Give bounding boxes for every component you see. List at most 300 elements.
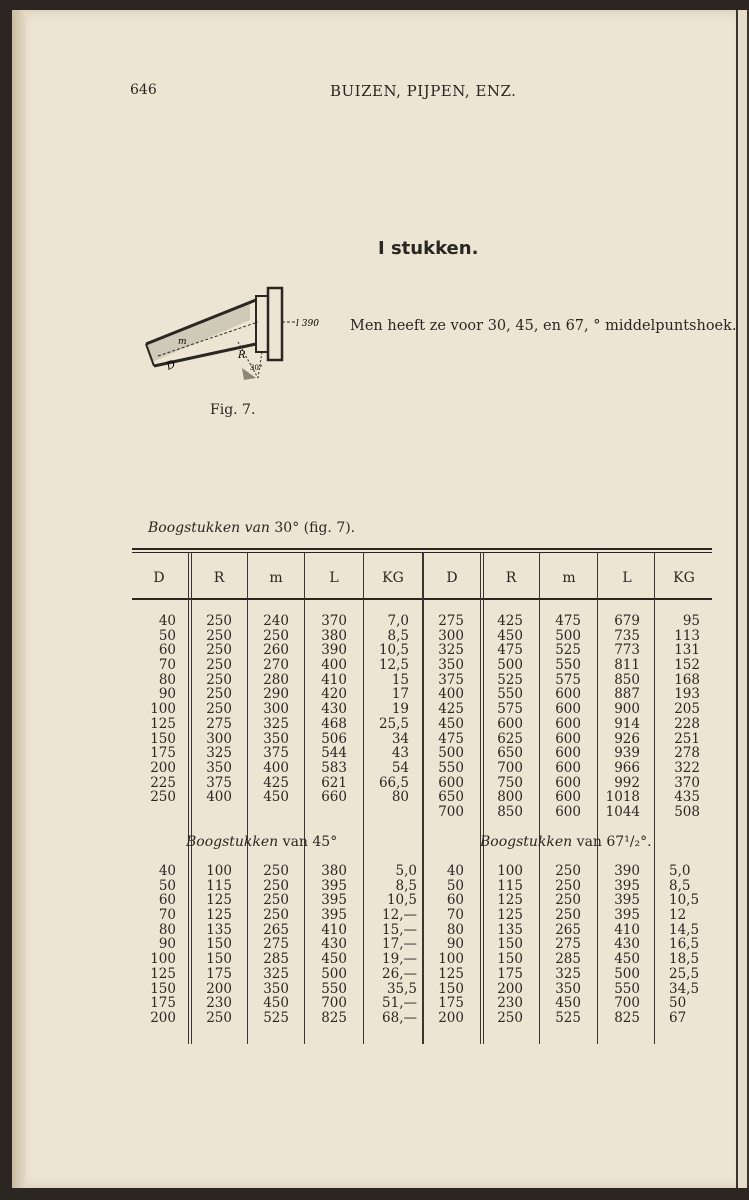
table-caption	[148, 520, 355, 536]
table-cell: 450	[555, 995, 581, 1012]
table-cell: 400	[206, 789, 232, 806]
header-m: m	[269, 570, 283, 586]
table-cell: 251	[674, 730, 700, 747]
table-cell: 12,—	[382, 907, 417, 924]
table-cell: 270	[263, 657, 289, 674]
table-cell: 575	[555, 671, 581, 688]
figure-label: Fig. 7.	[210, 402, 256, 418]
table-cell: 150	[150, 730, 176, 747]
col-block2-left-m	[248, 864, 289, 1026]
table-cell: 60	[158, 892, 176, 909]
table-cell: 70	[158, 907, 176, 924]
col-block1-right-m	[540, 614, 581, 820]
table-cell: 265	[263, 921, 289, 938]
table-cell: 40	[446, 863, 464, 879]
book-spine	[12, 10, 26, 1188]
table-cell: 100	[206, 863, 232, 879]
table-cell: 200	[206, 980, 232, 997]
table-cell: 125	[206, 892, 232, 909]
table-cell: 250	[150, 789, 176, 806]
col-block2-right-l	[598, 864, 640, 1026]
table-cell: 395	[614, 892, 640, 909]
table-cell: 500	[555, 627, 581, 644]
table-cell: 115	[497, 877, 523, 894]
table-cell: 850	[497, 803, 523, 820]
table-cell: 450	[497, 627, 523, 644]
table-cell: 887	[614, 686, 640, 703]
table-cell: 625	[497, 730, 523, 747]
table-cell: 113	[674, 627, 700, 644]
table-cell: 230	[206, 995, 232, 1012]
col-divider	[188, 552, 189, 1044]
table-cell: 100	[150, 701, 176, 718]
table-cell: 600	[497, 715, 523, 732]
table-cell: 150	[150, 980, 176, 997]
table-cell: 5,0	[395, 863, 417, 879]
table-cell: 35,5	[386, 980, 417, 997]
figure-mark-angle: 30°	[250, 364, 263, 372]
table-cell: 325	[263, 965, 289, 982]
table-cell: 679	[614, 613, 640, 629]
table-cell: 15,—	[382, 921, 417, 938]
table-cell: 450	[263, 789, 289, 806]
table-cell: 8,5	[395, 877, 417, 894]
table-cell: 250	[263, 892, 289, 909]
table-cell: 322	[674, 759, 700, 776]
subtable-title-67-rest: van 67¹/₂°.	[576, 834, 652, 850]
table-cell: 410	[321, 671, 347, 688]
table-cell: 370	[321, 613, 347, 629]
table-cell: 135	[497, 921, 523, 938]
header-m-right: m	[562, 570, 576, 586]
table-cell: 506	[321, 730, 347, 747]
table-cell: 152	[674, 657, 700, 674]
table-cell: 250	[206, 1009, 232, 1026]
table-cell: 700	[497, 759, 523, 776]
table-cell: 150	[206, 951, 232, 968]
table-cell: 275	[206, 715, 232, 732]
table-cell: 275	[438, 613, 464, 629]
table-cell: 250	[263, 627, 289, 644]
table-cell: 80	[446, 921, 464, 938]
table-cell: 375	[206, 774, 232, 791]
table-cell: 525	[497, 671, 523, 688]
table-cell: 100	[438, 951, 464, 968]
table-cell: 80	[158, 671, 176, 688]
table-cell: 390	[614, 863, 640, 879]
table-cell: 583	[321, 759, 347, 776]
table-cell: 25,5	[669, 965, 700, 982]
table-cell: 10,5	[669, 892, 700, 909]
table-cell: 350	[555, 980, 581, 997]
col-block1-left-r	[192, 614, 232, 805]
top-rule	[132, 548, 712, 550]
col-block1-right-kg	[655, 614, 700, 820]
table-cell: 966	[614, 759, 640, 776]
table-cell: 70	[158, 657, 176, 674]
table-cell: 450	[614, 951, 640, 968]
table-cell: 115	[206, 877, 232, 894]
table-cell: 525	[263, 1009, 289, 1026]
table-cell: 175	[150, 745, 176, 762]
table-cell: 150	[206, 936, 232, 953]
table-cell: 250	[497, 1009, 523, 1026]
table-cell: 168	[674, 671, 700, 688]
table-cell: 600	[555, 803, 581, 820]
table-cell: 125	[497, 907, 523, 924]
header-r: R	[213, 570, 225, 586]
table-cell: 16,5	[669, 936, 700, 953]
table-cell: 600	[555, 774, 581, 791]
table-cell: 230	[497, 995, 523, 1012]
table-cell: 51,—	[382, 995, 417, 1012]
table-cell: 600	[555, 701, 581, 718]
table-cell: 450	[263, 995, 289, 1012]
col-divider	[480, 552, 481, 1044]
table-cell: 350	[206, 759, 232, 776]
table-cell: 95	[682, 613, 700, 629]
table-cell: 430	[321, 701, 347, 718]
table-cell: 800	[497, 789, 523, 806]
table-cell: 7,0	[387, 613, 409, 629]
table-cell: 300	[263, 701, 289, 718]
caption-italic: Boogstukken van	[148, 520, 270, 536]
table-cell: 600	[555, 789, 581, 806]
table-cell: 250	[206, 642, 232, 659]
table-cell: 575	[497, 701, 523, 718]
table-cell: 375	[263, 745, 289, 762]
table-cell: 475	[497, 642, 523, 659]
table-cell: 468	[321, 715, 347, 732]
table-cell: 380	[321, 863, 347, 879]
table-cell: 395	[614, 877, 640, 894]
figure-mark-m: m	[178, 337, 187, 347]
header-l: L	[329, 570, 339, 586]
table-cell: 450	[321, 951, 347, 968]
table-cell: 525	[555, 642, 581, 659]
table-cell: 54	[391, 759, 409, 776]
col-block1-right-l	[598, 614, 640, 820]
table-cell: 34,5	[669, 980, 700, 997]
table-cell: 50	[669, 995, 687, 1012]
table-cell: 250	[555, 907, 581, 924]
table-cell: 200	[438, 1009, 464, 1026]
table-cell: 285	[555, 951, 581, 968]
table-cell: 25,5	[378, 715, 409, 732]
table-cell: 395	[614, 907, 640, 924]
table-cell: 992	[614, 774, 640, 791]
table-cell: 600	[555, 686, 581, 703]
table-cell: 100	[497, 863, 523, 879]
header-kg: KG	[382, 570, 404, 586]
table-cell: 200	[497, 980, 523, 997]
header-d-right: D	[446, 570, 458, 586]
table-cell: 8,5	[669, 877, 691, 894]
table-cell: 400	[438, 686, 464, 703]
table-cell: 325	[263, 715, 289, 732]
table-cell: 50	[158, 877, 176, 894]
table-cell: 325	[206, 745, 232, 762]
table-cell: 280	[263, 671, 289, 688]
table-cell: 50	[158, 627, 176, 644]
header-kg-right: KG	[673, 570, 695, 586]
table-cell: 150	[438, 980, 464, 997]
table-cell: 90	[446, 936, 464, 953]
table-cell: 43	[391, 745, 409, 762]
table-cell: 550	[614, 980, 640, 997]
col-block2-left-d	[132, 864, 176, 1026]
table-cell: 1018	[605, 789, 640, 806]
table-cell: 500	[497, 657, 523, 674]
table-cell: 26,—	[382, 965, 417, 982]
table-cell: 150	[497, 951, 523, 968]
table-cell: 40	[158, 613, 176, 629]
table-cell: 525	[555, 1009, 581, 1026]
col-block2-left-r	[192, 864, 232, 1026]
table-cell: 425	[263, 774, 289, 791]
next-page-edge	[736, 10, 749, 1188]
section-title: I stukken.	[378, 238, 479, 259]
table-cell: 1044	[605, 803, 640, 820]
header-l-right: L	[622, 570, 632, 586]
table-cell: 300	[206, 730, 232, 747]
col-block2-right-d	[424, 864, 464, 1026]
table-cell: 250	[555, 877, 581, 894]
table-cell: 700	[438, 803, 464, 820]
figure-mark-l: l 390	[296, 319, 319, 329]
table-cell: 10,5	[378, 642, 409, 659]
table-cell: 926	[614, 730, 640, 747]
page-number: 646	[130, 82, 157, 98]
table-cell: 350	[263, 730, 289, 747]
table-cell: 19,—	[382, 951, 417, 968]
col-block2-right-m	[540, 864, 581, 1026]
table-cell: 430	[614, 936, 640, 953]
table-cell: 80	[158, 921, 176, 938]
table-cell: 250	[555, 892, 581, 909]
table-cell: 375	[438, 671, 464, 688]
col-block1-right-r	[484, 614, 523, 820]
table-cell: 285	[263, 951, 289, 968]
col-block2-left-l	[305, 864, 347, 1026]
table-cell: 90	[158, 936, 176, 953]
table-cell: 650	[438, 789, 464, 806]
table-cell: 600	[555, 715, 581, 732]
table-cell: 600	[555, 730, 581, 747]
table-cell: 508	[674, 803, 700, 820]
table-cell: 250	[206, 613, 232, 629]
col-block2-right-kg	[655, 864, 714, 1026]
subtable-title-45-rest: van 45°	[282, 834, 338, 850]
table-cell: 900	[614, 701, 640, 718]
table-cell: 435	[674, 789, 700, 806]
table-cell: 225	[150, 774, 176, 791]
bend-pipe-figure	[138, 282, 328, 402]
table-cell: 14,5	[669, 921, 700, 938]
table-cell: 735	[614, 627, 640, 644]
table-cell: 175	[438, 995, 464, 1012]
table-cell: 15	[391, 671, 409, 688]
table-cell: 275	[555, 936, 581, 953]
subtable-title-67	[480, 834, 652, 850]
section-description: Men heeft ze voor 30, 45, en 67, ° middelpuntshoek.	[350, 318, 737, 334]
header-d: D	[153, 570, 165, 586]
table-cell: 410	[321, 921, 347, 938]
table-cell: 500	[614, 965, 640, 982]
table-cell: 68,—	[382, 1009, 417, 1026]
table-cell: 17	[391, 686, 409, 703]
col-block2-left-kg	[364, 864, 417, 1026]
table-cell: 325	[555, 965, 581, 982]
table-cell: 12	[669, 907, 687, 924]
table-cell: 400	[321, 657, 347, 674]
col-block1-left-m	[248, 614, 289, 805]
table-cell: 60	[158, 642, 176, 659]
table-cell: 600	[555, 745, 581, 762]
table-cell: 370	[674, 774, 700, 791]
table-cell: 250	[206, 671, 232, 688]
table-cell: 175	[206, 965, 232, 982]
table-cell: 70	[446, 907, 464, 924]
table-cell: 60	[446, 892, 464, 909]
table-cell: 135	[206, 921, 232, 938]
subtable-title-45	[186, 834, 337, 850]
col-block1-left-kg	[364, 614, 409, 805]
table-cell: 250	[263, 863, 289, 879]
table-cell: 125	[206, 907, 232, 924]
table-cell: 811	[614, 657, 640, 674]
table-cell: 275	[263, 936, 289, 953]
table-cell: 600	[555, 759, 581, 776]
table-cell: 90	[158, 686, 176, 703]
table-cell: 200	[150, 759, 176, 776]
table-cell: 250	[555, 863, 581, 879]
table-cell: 66,5	[378, 774, 409, 791]
table-cell: 125	[150, 965, 176, 982]
table-cell: 430	[321, 936, 347, 953]
table-cell: 175	[497, 965, 523, 982]
table-cell: 290	[263, 686, 289, 703]
subtable-title-67-italic: Boogstukken	[480, 834, 573, 850]
table-cell: 650	[497, 745, 523, 762]
table-cell: 773	[614, 642, 640, 659]
table-cell: 325	[438, 642, 464, 659]
col-block1-left-d	[132, 614, 176, 805]
table-cell: 425	[438, 701, 464, 718]
table-cell: 825	[614, 1009, 640, 1026]
table-cell: 700	[614, 995, 640, 1012]
caption-rest: 30° (fig. 7).	[274, 520, 356, 536]
table-cell: 250	[206, 627, 232, 644]
table-cell: 750	[497, 774, 523, 791]
table-cell: 278	[674, 745, 700, 762]
table-cell: 250	[206, 701, 232, 718]
table-cell: 350	[263, 980, 289, 997]
table-cell: 550	[497, 686, 523, 703]
table-cell: 125	[497, 892, 523, 909]
table-cell: 12,5	[378, 657, 409, 674]
table-cell: 914	[614, 715, 640, 732]
table-cell: 621	[321, 774, 347, 791]
table-cell: 80	[391, 789, 409, 806]
table-cell: 10,5	[386, 892, 417, 909]
table-cell: 17,—	[382, 936, 417, 953]
table-cell: 600	[438, 774, 464, 791]
table-cell: 125	[438, 965, 464, 982]
table-cell: 19	[391, 701, 409, 718]
figure-mark-r: R	[238, 350, 246, 361]
table-cell: 939	[614, 745, 640, 762]
table-cell: 395	[321, 892, 347, 909]
table-cell: 500	[321, 965, 347, 982]
table-cell: 240	[263, 613, 289, 629]
table-cell: 410	[614, 921, 640, 938]
table-cell: 544	[321, 745, 347, 762]
table-cell: 205	[674, 701, 700, 718]
table-cell: 550	[555, 657, 581, 674]
table-cell: 250	[206, 686, 232, 703]
table-cell: 825	[321, 1009, 347, 1026]
table-cell: 425	[497, 613, 523, 629]
running-title: BUIZEN, PIJPEN, ENZ.	[330, 82, 517, 100]
table-cell: 475	[438, 730, 464, 747]
table-cell: 5,0	[669, 863, 691, 879]
header-r-right: R	[505, 570, 517, 586]
table-cell: 125	[150, 715, 176, 732]
table-cell: 250	[263, 907, 289, 924]
table-cell: 450	[438, 715, 464, 732]
table-cell: 265	[555, 921, 581, 938]
table-cell: 500	[438, 745, 464, 762]
table-cell: 300	[438, 627, 464, 644]
table-cell: 400	[263, 759, 289, 776]
table-cell: 850	[614, 671, 640, 688]
table-cell: 390	[321, 642, 347, 659]
table-cell: 395	[321, 907, 347, 924]
table-cell: 350	[438, 657, 464, 674]
table-cell: 250	[206, 657, 232, 674]
table-cell: 260	[263, 642, 289, 659]
table-cell: 550	[321, 980, 347, 997]
table-cell: 550	[438, 759, 464, 776]
subtable-title-45-italic: Boogstukken	[186, 834, 279, 850]
table-cell: 228	[674, 715, 700, 732]
table-cell: 8,5	[387, 627, 409, 644]
table-cell: 200	[150, 1009, 176, 1026]
table-cell: 700	[321, 995, 347, 1012]
col-block1-right-d	[424, 614, 464, 820]
table-cell: 193	[674, 686, 700, 703]
table-cell: 40	[158, 863, 176, 879]
table-cell: 175	[150, 995, 176, 1012]
table-cell: 50	[446, 877, 464, 894]
table-cell: 420	[321, 686, 347, 703]
table-cell: 380	[321, 627, 347, 644]
table-cell: 150	[497, 936, 523, 953]
table-cell: 660	[321, 789, 347, 806]
table-cell: 34	[391, 730, 409, 747]
table-cell: 131	[674, 642, 700, 659]
table-cell: 395	[321, 877, 347, 894]
table-cell: 250	[263, 877, 289, 894]
table-cell: 475	[555, 613, 581, 629]
col-block2-right-r	[484, 864, 523, 1026]
figure-mark-d: D	[164, 357, 178, 373]
table-cell: 18,5	[669, 951, 700, 968]
table-cell: 67	[669, 1009, 687, 1026]
col-block1-left-l	[305, 614, 347, 805]
table-cell: 100	[150, 951, 176, 968]
